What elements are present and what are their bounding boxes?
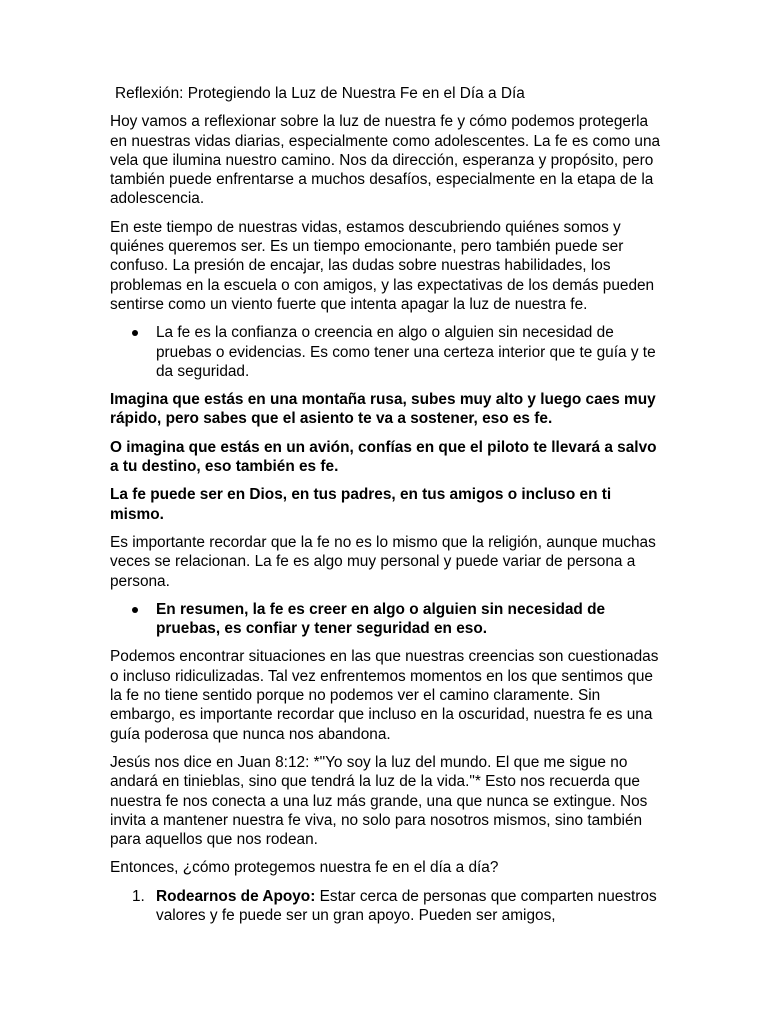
paragraph-intro: Hoy vamos a reflexionar sobre la luz de nuestra fe y cómo podemos protegerla en nuestras vidas diarias, especialmente como adolescentes. La fe es como una vela que ilumina nuestro camino. Nos da dirección, esperanza y propósito, pero también puede enfrentarse a muchos desafíos, especialmente en la etapa de la adolescencia.	[110, 113, 661, 208]
bullet-list-summary	[110, 600, 662, 639]
bold-paragraph-rollercoaster: Imagina que estás en una montaña rusa, subes muy alto y luego caes muy rápido, pero sabes que el asiento te va a sostener, eso es fe.	[110, 391, 656, 428]
bullet-icon	[132, 607, 138, 613]
bullet-list-definition	[110, 323, 662, 381]
paragraph-religion: Es importante recordar que la fe no es lo mismo que la religión, aunque muchas veces se relacionan. La fe es algo muy personal y puede variar de persona a persona.	[110, 533, 656, 590]
bullet-text: La fe es la confianza o creencia en algo o alguien sin necesidad de pruebas o evidencias. Es como tener una certeza interior que te guía y te da seguridad.	[156, 324, 656, 380]
document-page	[110, 84, 662, 925]
paragraph-scripture: Jesús nos dice en Juan 8:12: *"Yo soy la luz del mundo. El que me sigue no andará en tinieblas, sino que tendrá la luz de la vida."* Esto nos recuerda que nuestra fe nos conecta a una luz más grande, una que nunca se extingue. Nos invita a mantener nuestra fe viva, no solo para nosotros mismos, sino también para aquellos que nos rodean.	[110, 753, 648, 849]
bold-paragraph-airplane: O imagina que estás en un avión, confías en que el piloto te llevará a salvo a tu destino, eso también es fe.	[110, 438, 657, 476]
paragraph-adolescence: En este tiempo de nuestras vidas, estamos descubriendo quiénes somos y quiénes queremos ser. Es un tiempo emocionante, pero también puede ser confuso. La presión de encajar, las dudas sobre nuestras habilidades, los problemas en la escuela o con amigos, y las expectativas de los demás pueden sentirse como un viento fuerte que intenta apagar la luz de nuestra fe.	[110, 218, 655, 313]
list-number: 1.	[132, 887, 145, 905]
document-title: Reflexión: Protegiendo la Luz de Nuestra Fe en el Día a Día	[115, 85, 525, 102]
bullet-icon	[132, 330, 138, 336]
bold-paragraph-faith-in: La fe puede ser en Dios, en tus padres, en tus amigos o incluso en ti mismo.	[110, 486, 612, 523]
list-item	[110, 323, 662, 381]
paragraph-question: Entonces, ¿cómo protegemos nuestra fe en el día a día?	[110, 859, 499, 877]
list-item-heading: Rodearnos de Apoyo:	[156, 887, 316, 905]
numbered-list	[110, 887, 662, 926]
list-item	[110, 600, 662, 639]
bullet-text: En resumen, la fe es creer en algo o alguien sin necesidad de pruebas, es confiar y tener seguridad en eso.	[156, 600, 606, 638]
paragraph-challenges: Podemos encontrar situaciones en las que nuestras creencias son cuestionadas o incluso ridiculizadas. Tal vez enfrentemos momentos en los que sentimos que la fe no tiene sentido porque no podemos ver el camino claramente. Sin embargo, es importante recordar que incluso en la oscuridad, nuestra fe es una guía poderosa que nunca nos abandona.	[110, 648, 659, 743]
list-item	[110, 887, 662, 926]
list-item-text: Estar cerca de personas que comparten nuestros valores y fe puede ser un gran apoyo. Pueden ser amigos,	[156, 887, 657, 924]
